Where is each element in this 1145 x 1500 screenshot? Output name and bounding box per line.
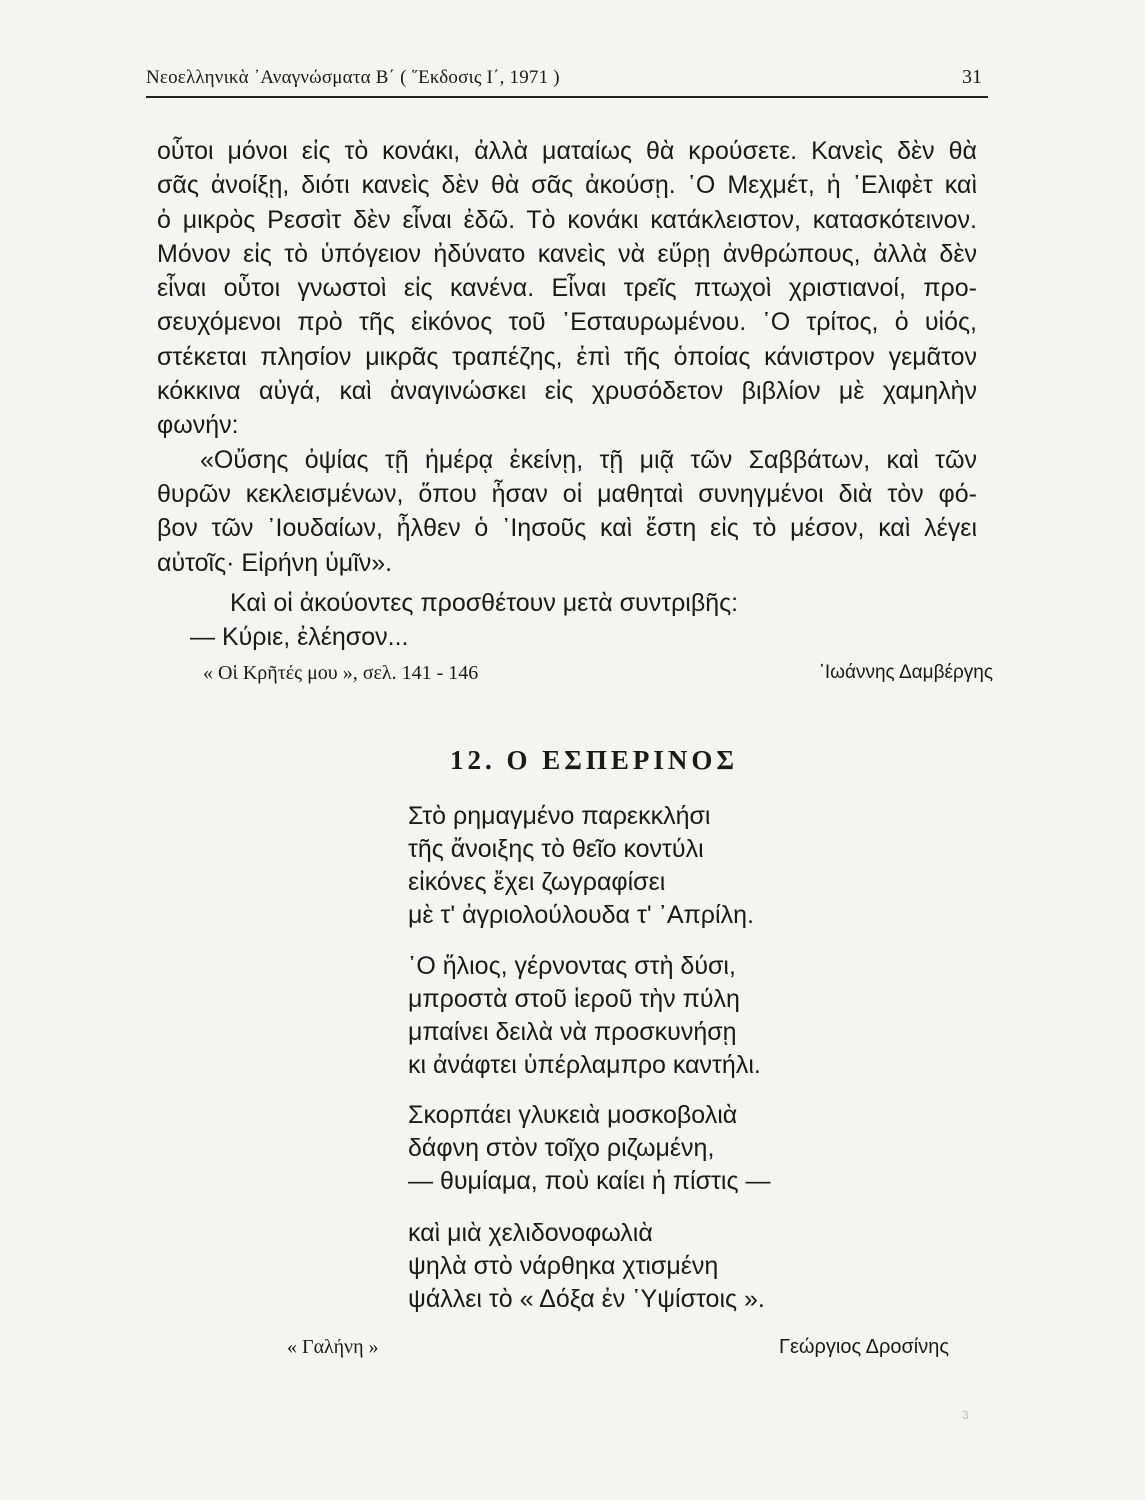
poem-line: μὲ τ' ἀγριολούλουδα τ' ᾿Απρίλη. <box>408 901 754 929</box>
scripture-quote-line: αὐτοῖς· Εἰρήνη ὑμῖν». <box>157 548 393 577</box>
response-line: — Κύριε, ἐλέησον... <box>190 623 409 651</box>
poem-line: εἰκόνες ἔχει ζωγραφίσει <box>408 868 666 896</box>
poem-line: Στὸ ρημαγμένο παρεκκλήσι <box>408 802 711 830</box>
prose-line: κόκκινα αὐγά, καὶ ἀναγινώσκει εἰς χρυσόδετον βιβλίον μὲ χαμηλὴν <box>157 377 977 406</box>
scripture-quote-line: θυρῶν κεκλεισμένων, ὅπου ἦσαν οἱ μαθηταὶ συνηγμένοι διὰ τὸν φό- <box>157 479 977 508</box>
poem-line: καὶ μιὰ χελιδονοφωλιὰ <box>408 1219 653 1247</box>
poem-line: δάφνη στὸν τοῖχο ριζωμένη, <box>408 1134 715 1162</box>
poem-line: μπροστὰ στοῦ ἱεροῦ τὴν πύλη <box>408 985 740 1013</box>
scripture-quote-line: βον τῶν ᾿Ιουδαίων, ἦλθεν ὁ ᾿Ιησοῦς καὶ ἔστη εἰς τὸ μέσον, καὶ λέγει <box>157 514 977 543</box>
running-header-title: Νεοελληνικὰ ᾿Αναγνώσματα Β΄ ( ῞Εκδοσις Ι΄, 1971 ) <box>146 67 560 88</box>
poem-line: ῾Ο ἥλιος, γέρνοντας στὴ δύσι, <box>408 952 736 980</box>
source-attribution-2 <box>287 1336 949 1366</box>
prose-line: οὗτοι μόνοι εἰς τὸ κονάκι, ἀλλὰ ματαίως θὰ κρούσετε. Κανεὶς δὲν θὰ <box>157 137 977 165</box>
poem-line: ψηλὰ στὸ νάρθηκα χτισμένη <box>408 1252 719 1280</box>
poem-line: Σκορπάει γλυκειὰ μοσκοβολιὰ <box>408 1101 738 1129</box>
source-attribution-1 <box>203 662 993 692</box>
source-author: ᾿Ιωάννης Δαμβέργης <box>818 662 993 683</box>
poem-source-work: « Γαλήνη » <box>287 1336 379 1358</box>
prose-line: ὁ μικρὸς Ρεσσὶτ δὲν εἶναι ἐδῶ. Τὸ κονάκι κατάκλειστον, κατασκότεινον. <box>157 205 977 234</box>
prose-line: σᾶς ἀνοίξῃ, διότι κανεὶς δὲν θὰ σᾶς ἀκούσῃ. ῾Ο Μεχμέτ, ἡ ᾿Ελιφὲτ καὶ <box>157 171 977 200</box>
prose-line: Μόνον εἰς τὸ ὑπόγειον ἠδύνατο κανεὶς νὰ εὕρῃ ἀνθρώπους, ἀλλὰ δὲν <box>157 239 977 268</box>
corner-mark: 3 <box>962 1408 969 1422</box>
source-work: « Οἱ Κρῆτές μου », σελ. 141 - 146 <box>203 662 479 684</box>
page-number: 31 <box>962 66 982 88</box>
poem-title: 12. Ο ΕΣΠΕΡΙΝΟΣ <box>450 745 739 775</box>
prose-line: στέκεται πλησίον μικρᾶς τραπέζης, ἐπὶ τῆς ὁποίας κάνιστρον γεμᾶτον <box>157 342 977 371</box>
closing-sentence: Καὶ οἱ ἀκούοντες προσθέτουν μετὰ συντριβῆς: <box>230 589 739 617</box>
prose-line: φωνήν: <box>157 411 239 440</box>
prose-line: εἶναι οὗτοι γνωστοὶ εἰς κανένα. Εἶναι τρεῖς πτωχοὶ χριστιανοί, προ- <box>157 274 977 303</box>
running-header <box>146 64 988 100</box>
poem-line: τῆς ἄνοιξης τὸ θεῖο κοντύλι <box>408 835 704 863</box>
prose-passage <box>157 134 977 580</box>
poem-source-author: Γεώργιος Δροσίνης <box>779 1336 949 1358</box>
poem-line: ψάλλει τὸ « Δόξα ἐν ῾Υψίστοις ». <box>408 1285 765 1313</box>
header-rule <box>146 96 988 98</box>
poem-line: μπαίνει δειλὰ νὰ προσκυνήσῃ <box>408 1018 737 1046</box>
prose-line: σευχόμενοι πρὸ τῆς εἰκόνος τοῦ ᾿Εσταυρωμένου. ῾Ο τρίτος, ὁ υἱός, <box>157 308 977 337</box>
poem-line: — θυμίαμα, ποὺ καίει ἡ πίστις — <box>408 1167 771 1195</box>
scripture-quote-line: «Οὔσης ὀψίας τῇ ἡμέρᾳ ἐκείνῃ, τῇ μιᾷ τῶν Σαββάτων, καὶ τῶν <box>200 445 977 474</box>
poem-line: κι ἀνάφτει ὑπέρλαμπρο καντήλι. <box>408 1051 761 1079</box>
